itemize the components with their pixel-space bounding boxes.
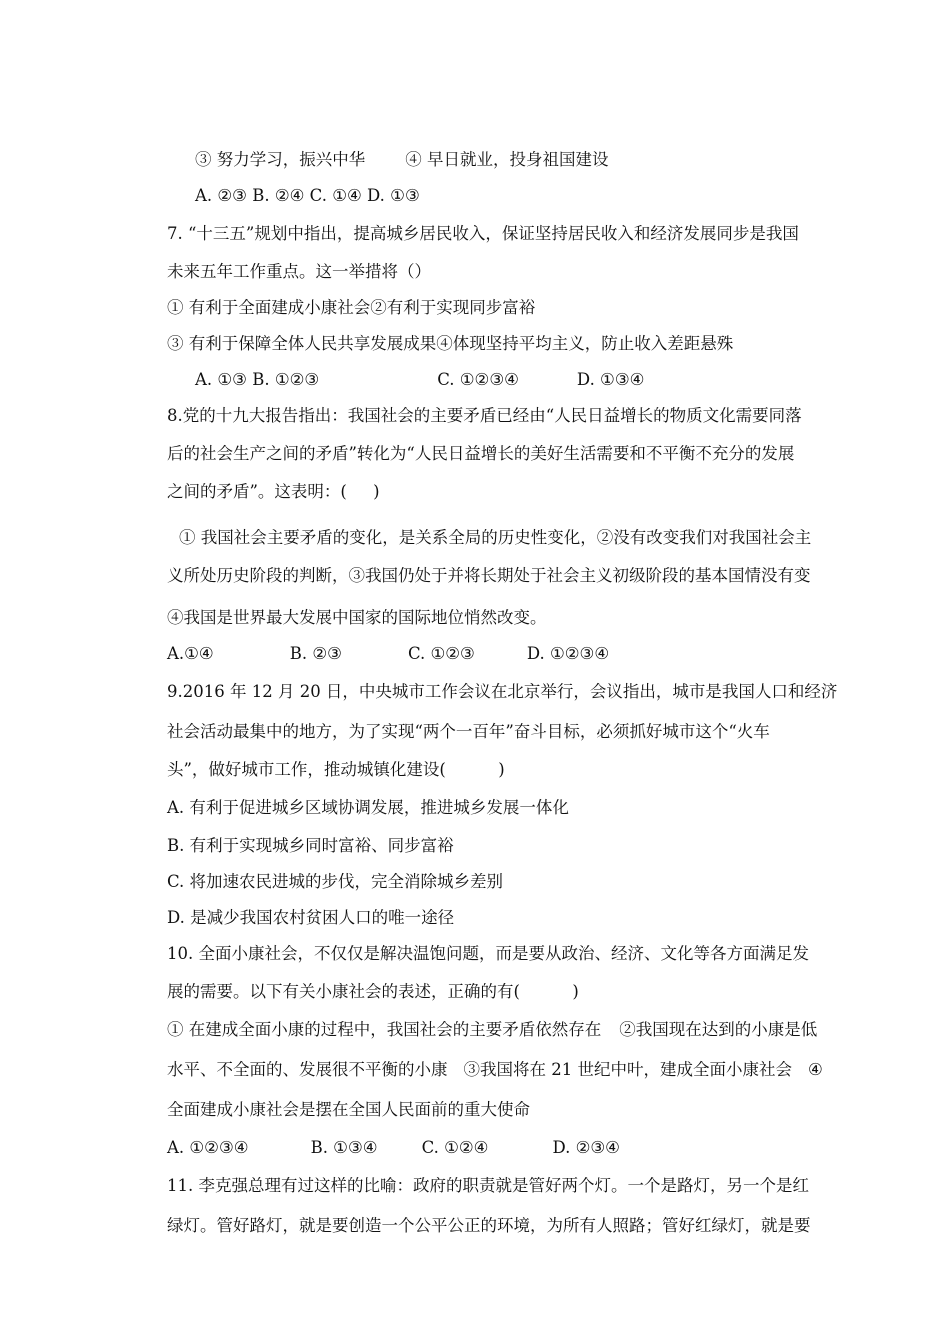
option-d: D. 是减少我国农村贫困人口的唯一途径 — [166, 908, 455, 927]
text-line: 义所处历史阶段的判断，③我国仍处于并将长期处于社会主义初级阶段的基本国情没有变 — [166, 566, 811, 585]
answer-choices: A. ①②③④ B. ①③④ C. ①②④ D. ②③④ — [166, 1138, 620, 1157]
answer-choices: A. ②③ B. ②④ C. ①④ D. ①③ — [194, 186, 420, 205]
text-line: 社会活动最集中的地方，为了实现“两个一百年”奋斗目标，必须抓好城市这个“火车 — [166, 722, 770, 741]
text-line: 未来五年工作重点。这一举措将（） — [166, 262, 431, 281]
question-9: 9.2016 年 12 月 20 日，中央城市工作会议在北京举行，会议指出，城市是我国人口和经济 — [166, 682, 838, 701]
text-line: 水平、不全面的、发展很不平衡的小康 ③我国将在 21 世纪中叶，建成全面小康社会 ④ — [166, 1060, 823, 1079]
text-line: ① 有利于全面建成小康社会②有利于实现同步富裕 — [166, 298, 536, 317]
question-11: 11. 李克强总理有过这样的比喻：政府的职责就是管好两个灯。一个是路灯，另一个是红 — [166, 1176, 809, 1195]
text-line: 头”，做好城市工作，推动城镇化建设( ) — [166, 760, 505, 779]
text-line: ① 在建成全面小康的过程中，我国社会的主要矛盾依然存在 ②我国现在达到的小康是低 — [166, 1020, 818, 1039]
option-a: A. 有利于促进城乡区域协调发展，推进城乡发展一体化 — [166, 798, 569, 817]
text-line: 后的社会生产之间的矛盾”转化为“人民日益增长的美好生活需要和不平衡不充分的发展 — [166, 444, 795, 463]
text-line: 之间的矛盾”。这表明：( ) — [166, 482, 380, 501]
answer-choices: A. ①③ B. ①②③ C. ①②③④ D. ①③④ — [194, 370, 645, 389]
text-line: ④我国是世界最大发展中国家的国际地位悄然改变。 — [166, 608, 547, 627]
text-line: 全面建成小康社会是摆在全国人民面前的重大使命 — [166, 1100, 530, 1119]
text-line: 展的需要。以下有关小康社会的表述，正确的有( ) — [166, 982, 579, 1001]
text-line — [174, 124, 609, 169]
text-line: 绿灯。管好路灯，就是要创造一个公平公正的环境，为所有人照路；管好红绿灯，就是要 — [166, 1216, 811, 1235]
answer-choices: A.①④ B. ②③ C. ①②③ D. ①②③④ — [166, 644, 610, 663]
option-c: C. 将加速农民进城的步伐，完全消除城乡差别 — [166, 872, 504, 891]
option-3: ③ 努力学习，振兴中华 — [194, 150, 366, 169]
option-b: B. 有利于实现城乡同时富裕、同步富裕 — [166, 836, 454, 855]
question-7: 7. “十三五”规划中指出，提高城乡居民收入，保证坚持居民收入和经济发展同步是我国 — [166, 224, 799, 243]
question-10: 10. 全面小康社会，不仅仅是解决温饱问题，而是要从政治、经济、文化等各方面满足发 — [166, 944, 809, 963]
option-4: ④ 早日就业，投身祖国建设 — [405, 150, 609, 169]
question-8: 8.党的十九大报告指出：我国社会的主要矛盾已经由“人民日益增长的物质文化需要同落 — [166, 406, 802, 425]
text-line: ① 我国社会主要矛盾的变化，是关系全局的历史性变化，②没有改变我们对我国社会主 — [178, 528, 812, 547]
text-line: ③ 有利于保障全体人民共享发展成果④体现坚持平均主义，防止收入差距悬殊 — [166, 334, 734, 353]
